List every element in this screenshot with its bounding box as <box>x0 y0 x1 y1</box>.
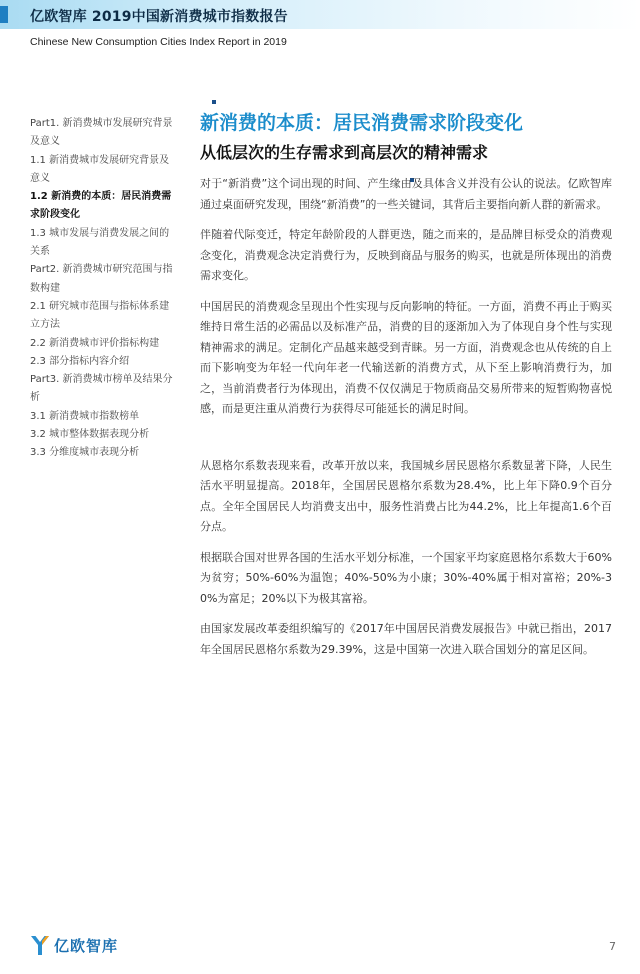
table-of-contents <box>30 115 178 463</box>
section-subtitle: 从低层次的生存需求到高层次的精神需求 <box>200 143 489 162</box>
report-title: 亿欧智库 2019中国新消费城市指数报告 <box>30 9 288 25</box>
paragraph-engel-trend: 从恩格尔系数表现来看，改革开放以来，我国城乡居民恩格尔系数显著下降，人民生活水平明显提高。2018年，全国居民恩格尔系数为28.4%，比上年下降0.9个百分点。全年全国居民人均消费支出中，服务性消费占比为44.2%，比上年提高1.6个百分点。 <box>200 458 612 533</box>
toc-item-part3[interactable]: Part3. 新消费城市榜单及结果分析 <box>30 374 173 404</box>
toc-item-part1[interactable]: Part1. 新消费城市发展研究背景及意义 <box>30 118 173 148</box>
yiou-logo-icon <box>30 934 50 956</box>
toc-item-3-3[interactable]: 3.3 分维度城市表现分析 <box>30 447 140 459</box>
toc-item-2-1[interactable]: 2.1 研究城市范围与指标体系建立方法 <box>30 300 170 331</box>
header-accent-block <box>0 6 8 23</box>
footer-logo <box>30 934 150 958</box>
paragraph-un-standard: 根据联合国对世界各国的生活水平划分标准，一个国家平均家庭恩格尔系数大于60%为贫穷；50%-60%为温饱；40%-50%为小康；30%-40%属于相对富裕；20%-30%为富足；20%以下为极其富裕。 <box>200 550 612 605</box>
paragraph-intro: 对于“新消费”这个词出现的时间、产生缘由及具体含义并没有公认的说法。亿欧智库通过桌面研究发现，围绕“新消费”的一些关键词，其背后主要指向新人群的新需求。 <box>200 177 612 211</box>
toc-item-1-1[interactable]: 1.1 新消费城市发展研究背景及意义 <box>30 154 170 184</box>
toc-item-part2[interactable]: Part2. 新消费城市研究范围与指数构建 <box>30 264 173 294</box>
footer-logo-text: 亿欧智库 <box>54 937 119 955</box>
spacer <box>200 430 612 456</box>
main-content <box>200 108 612 670</box>
toc-item-1-3[interactable]: 1.3 城市发展与消费发展之间的关系 <box>30 227 170 258</box>
toc-item-3-2[interactable]: 3.2 城市整体数据表现分析 <box>30 429 150 441</box>
page-number: 7 <box>609 940 616 953</box>
toc-item-2-2[interactable]: 2.2 新消费城市评价指标构建 <box>30 337 160 349</box>
toc-item-3-1[interactable]: 3.1 新消费城市指数榜单 <box>30 410 140 422</box>
toc-item-1-2-active[interactable]: 1.2 新消费的本质：居民消费需求阶段变化 <box>30 191 172 221</box>
report-subtitle-en: Chinese New Consumption Cities Index Report in 2019 <box>30 36 287 48</box>
paragraph-generational: 伴随着代际变迁，特定年龄阶段的人群更迭，随之而来的，是品牌目标受众的消费观念变化，消费观念决定消费行为，反映到商品与服务的购买，也就是所体现出的消费需求变化。 <box>200 228 612 282</box>
paragraph-2017-report: 由国家发展改革委组织编写的《2017年中国居民消费发展报告》中就已指出，2017年全国居民恩格尔系数为29.39%，这是中国第一次进入联合国划分的富足区间。 <box>200 622 612 656</box>
paragraph-consumption-concept: 中国居民的消费观念呈现出个性实现与反向影响的特征。一方面，消费不再止于购买维持日常生活的必需品以及标准产品，消费的目的逐渐加入为了体现自身个性与实现精神需求的满足。定制化产品越来越受到青睐。另一方面，消费观念也从传统的自上而下影响变为年轻一代向年老一代输送新的消费方式，从下至上影响消费行为，加之，当前消费者行为体现出，消费不仅仅满足于物质商品交易所带来的短暂购物喜悦感，而是更注重从消费行为获得尽可能延长的满足时间。 <box>200 299 612 415</box>
page-header <box>0 0 640 60</box>
decorative-dot-top <box>212 100 216 104</box>
toc-item-2-3[interactable]: 2.3 部分指标内容介绍 <box>30 355 130 367</box>
section-title: 新消费的本质：居民消费需求阶段变化 <box>200 112 524 134</box>
